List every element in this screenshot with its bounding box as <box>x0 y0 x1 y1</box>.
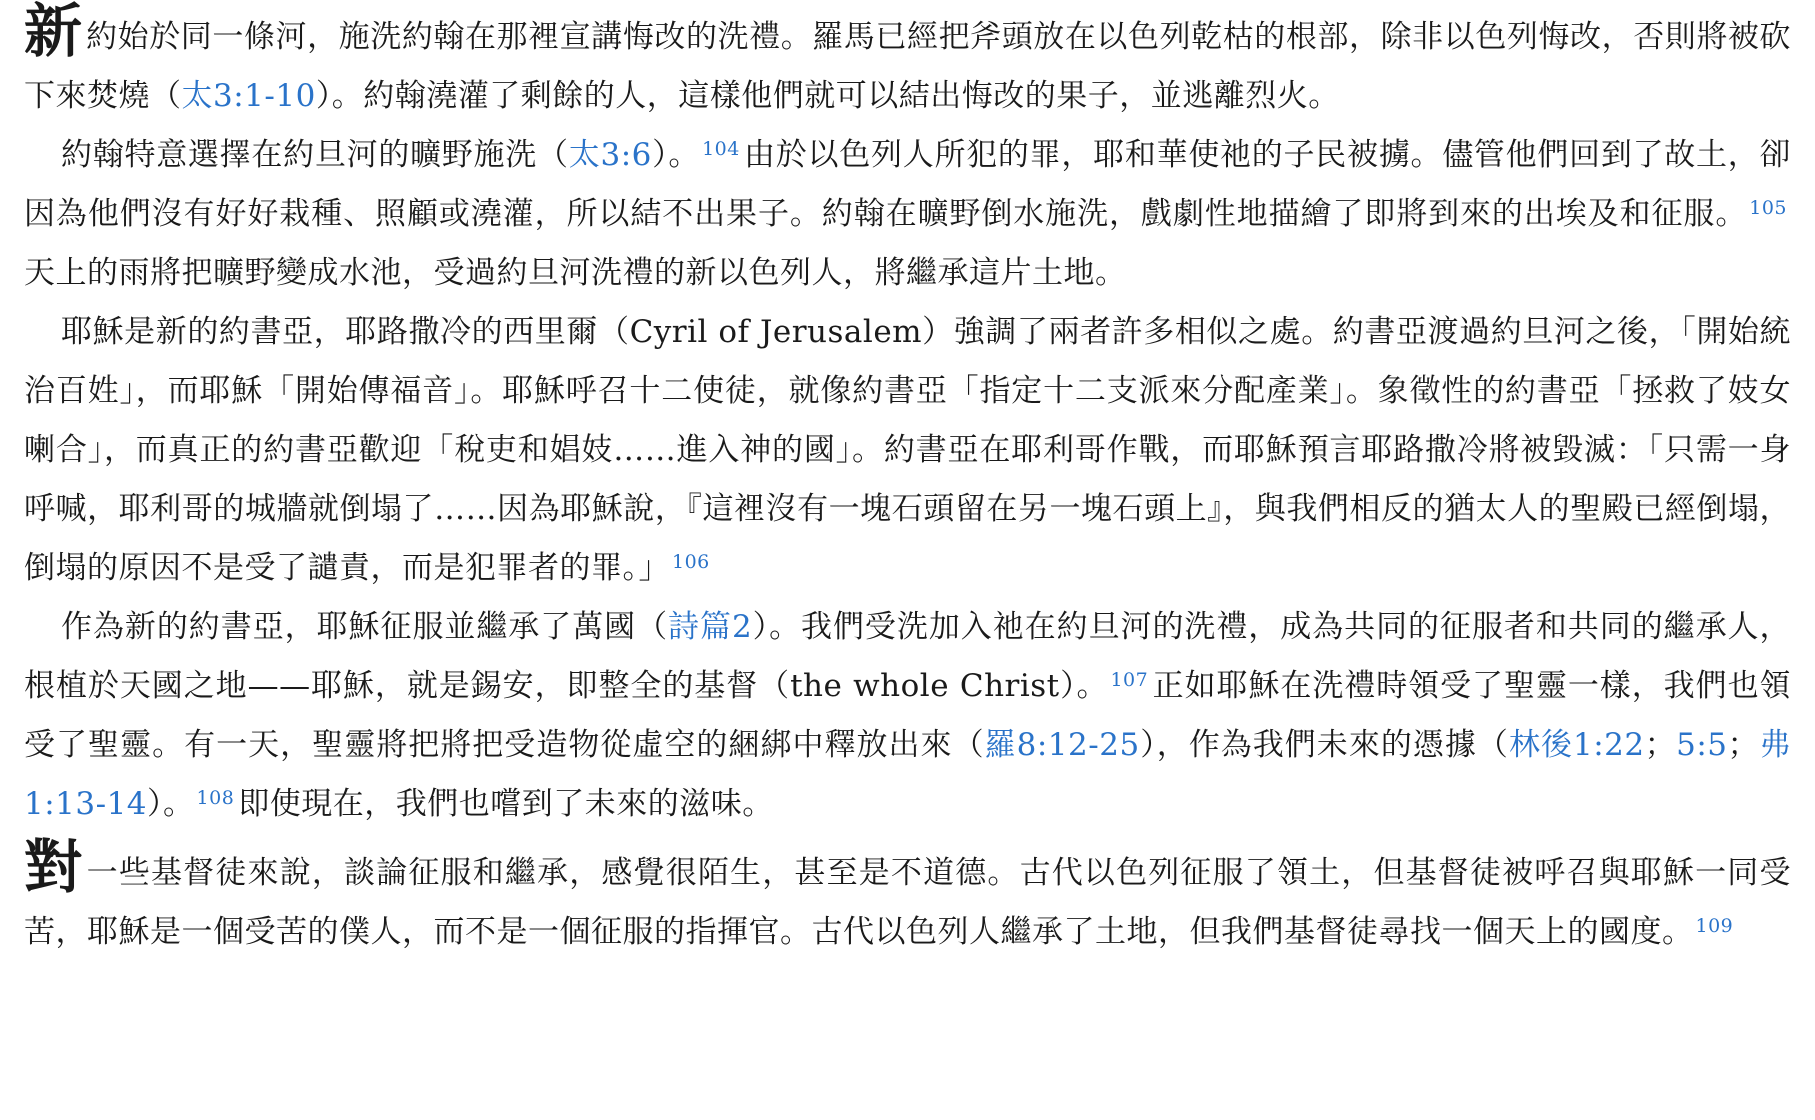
paragraph-text: ），作為我們未來的憑據（ <box>1139 727 1509 763</box>
paragraph-text: 耶穌是新的約書亞，耶路撒冷的西里爾（Cyril of Jerusalem）強調了兩者許多相似之處。約書亞渡過約旦河之後，「開始統治百姓」，而耶穌「開始傳福音」。耶穌呼召十二使徒，就像約書亞「指定十二支派來分配產業」。象徵性的約書亞「拯救了妓女喇合」，而真正的約書亞歡迎「稅吏和娼妓……進入神的國」。約書亞在耶利哥作戰，而耶穌預言耶路撒冷將被毀滅：「只需一身呼喊，耶利哥的城牆就倒塌了……因為耶穌說，『這裡沒有一塊石頭留在另一塊石頭上』，與我們相反的猶太人的聖殿已經倒塌，倒塌的原因不是受了譴責，而是犯罪者的罪。」 <box>24 314 1791 586</box>
paragraph-text: ）。 <box>651 137 701 173</box>
paragraph-text: ； <box>1644 727 1677 763</box>
paragraph-text: 約始於同一條河，施洗約翰在那裡宣講悔改的洗禮。羅馬已經把斧頭放在以色列乾枯的根部，除非以色列悔改，否則將被砍下來焚燒（ <box>24 19 1791 114</box>
scripture-link[interactable]: 弗1:13-14 <box>24 727 1792 822</box>
footnote-link[interactable]: 106 <box>672 551 710 573</box>
scripture-link[interactable]: 羅8:12-25 <box>984 727 1140 763</box>
paragraph-text: 即使現在，我們也嚐到了未來的滋味。 <box>238 786 774 822</box>
footnote-link[interactable]: 107 <box>1110 669 1149 691</box>
paragraph-1 <box>24 0 1791 126</box>
paragraph-text: 約翰特意選擇在約旦河的曠野施洗（ <box>61 137 569 173</box>
scripture-link[interactable]: 太3:6 <box>568 137 652 173</box>
paragraph-text: 由於以色列人所犯的罪，耶和華使祂的子民被擄。儘管他們回到了故土，卻因為他們沒有好好栽種、照顧或澆灌，所以結不出果子。約翰在曠野倒水施洗，戲劇性地描繪了即將到來的出埃及和征服。 <box>24 137 1792 232</box>
paragraph-text: ）。約翰澆灌了剩餘的人，這樣他們就可以結出悔改的果子，並逃離烈火。 <box>315 78 1340 114</box>
drop-cap: 對 <box>24 833 83 901</box>
scripture-link[interactable]: 太3:1-10 <box>181 78 316 114</box>
paragraph-3 <box>24 303 1791 598</box>
paragraph-text: ； <box>1727 727 1759 763</box>
paragraph-text: 一些基督徒來說，談論征服和繼承，感覺很陌生，甚至是不道德。古代以色列征服了領土，但基督徒被呼召與耶穌一同受苦，耶穌是一個受苦的僕人，而不是一個征服的指揮官。古代以色列人繼承了土地，但我們基督徒尋找一個天上的國度。 <box>24 855 1791 950</box>
paragraph-2 <box>24 126 1791 303</box>
paragraph-text: ）。我們受洗加入祂在約旦河的洗禮，成為共同的征服者和共同的繼承人，根植於天國之地——耶穌，就是錫安，即整全的基督（the whole Christ）。 <box>24 609 1791 704</box>
scripture-link[interactable]: 詩篇2 <box>668 609 753 645</box>
drop-cap: 新 <box>24 0 83 65</box>
paragraph-text: 正如耶穌在洗禮時領受了聖靈一樣，我們也領受了聖靈。有一天，聖靈將把將把受造物從虛空的綑綁中釋放出來（ <box>24 668 1792 763</box>
footnote-link[interactable]: 109 <box>1695 915 1734 937</box>
paragraph-text: ）。 <box>147 786 195 822</box>
footnote-link[interactable]: 105 <box>1749 197 1787 219</box>
paragraph-5 <box>24 833 1791 962</box>
footnote-link[interactable]: 104 <box>702 138 740 160</box>
footnote-link[interactable]: 108 <box>196 787 235 809</box>
scripture-link[interactable]: 5:5 <box>1676 727 1728 763</box>
paragraph-text: 天上的雨將把曠野變成水池，受過約旦河洗禮的新以色列人，將繼承這片土地。 <box>24 255 1127 291</box>
scripture-link[interactable]: 林後1:22 <box>1508 727 1645 763</box>
paragraph-4 <box>24 598 1791 834</box>
paragraph-text: 作為新的約書亞，耶穌征服並繼承了萬國（ <box>61 609 669 645</box>
